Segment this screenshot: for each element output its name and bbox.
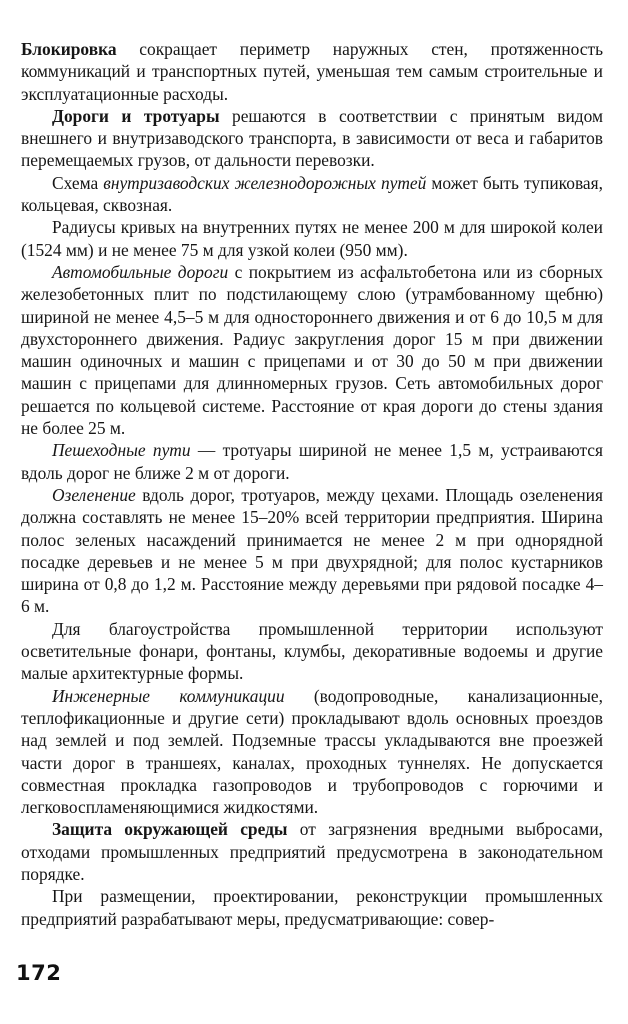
- term-utilities: Инженерные коммуникации: [52, 685, 285, 706]
- paragraph-text: от загрязнения вредными выбросами, отходами промышленных предприятий предусмотрена в законодательном порядке.: [21, 819, 603, 884]
- paragraph-blocking: [21, 38, 603, 105]
- paragraph-text: — тротуары шириной не менее 1,5 м, устраиваются вдоль дорог не ближе 2 м от дороги.: [21, 440, 603, 483]
- paragraph-amenities: [21, 618, 603, 685]
- body-text: [21, 38, 603, 930]
- paragraph-curve-radii: [21, 216, 603, 261]
- paragraph-text: сокращает периметр наружных стен, протяженность коммуникаций и транспортных путей, уменьшая тем самым строительные и эксплуатационные расходы.: [21, 39, 603, 104]
- paragraph-footpaths: [21, 439, 603, 484]
- term-environment: Защита окружающей среды: [52, 819, 288, 840]
- page-number: 172: [16, 961, 62, 985]
- paragraph-utilities: [21, 685, 603, 819]
- paragraph-text: решаются в соответствии с принятым видом внешнего и внутризаводского транспорта, в зависимости от веса и габаритов перемещаемых грузов, от дальности перевозки.: [21, 105, 603, 171]
- paragraph-text: Схема: [52, 172, 104, 193]
- paragraph-text: может быть тупиковая, кольцевая, сквозная.: [21, 172, 603, 216]
- paragraph-roads: [21, 105, 603, 172]
- paragraph-text: При размещении, проектировании, реконструкции промышленных предприятий разрабатывают меры, предусматривающие: совер-: [21, 886, 603, 929]
- paragraph-text: с покрытием из асфальтобетона или из сборных железобетонных плит по подстилающему слою (утрамбованному щебню) шириной не менее 4,5–5 м для одностороннего движения и от 6 до 10,5 м для двухстороннего движения. Радиус закругления дорог 15 м при движении машин одиночных и машин с прицепами и от 30 до 50 м при движении машин с прицепами для длинномерных грузов. Сеть автомобильных дорог решается по кольцевой системе. Расстояние от края дороги до стены здания не более 25 м.: [21, 261, 603, 439]
- paragraph-landscaping: [21, 484, 603, 618]
- paragraph-motor-roads: [21, 261, 603, 439]
- term-landscaping: Озеленение: [52, 484, 136, 505]
- paragraph-measures: [21, 885, 603, 930]
- term-footpaths: Пешеходные пути: [52, 440, 191, 461]
- paragraph-rail-scheme: [21, 172, 603, 217]
- paragraph-environment: [21, 818, 603, 885]
- term-motor-roads: Автомобильные дороги: [52, 261, 229, 282]
- term-rail-tracks: внутризаводских железнодорожных путей: [103, 172, 427, 193]
- term-roads: Дороги и тротуары: [52, 105, 220, 126]
- paragraph-text: Радиусы кривых на внутренних путях не менее 200 м для широкой колеи (1524 мм) и не менее 75 м для узкой колеи (950 мм).: [21, 217, 603, 260]
- paragraph-text: Для благоустройства промышленной территории используют осветительные фонари, фонтаны, клумбы, декоративные водоемы и другие малые архитектурные формы.: [21, 618, 603, 684]
- term-blocking: Блокировка: [21, 39, 117, 59]
- paragraph-text: (водопроводные, канализационные, теплофикационные и другие сети) прокладывают вдоль основных проездов над землей и под землей. Подземные трассы укладываются вне проезжей части дорог в траншеях, каналах, проходных туннелях. Не допускается совместная прокладка газопроводов и трубопроводов с горючими и легковоспламеняющимися жидкостями.: [21, 685, 603, 818]
- paragraph-text: вдоль дорог, тротуаров, между цехами. Площадь озеленения должна составлять не менее 15–20% всей территории предприятия. Ширина полос зеленых насаждений принимается не менее 2 м при однорядной посадке деревьев и не менее 5 м при двухрядной; для полос кустарников ширина от 0,8 до 1,2 м. Расстояние между деревьями при рядовой посадке 4–6 м.: [21, 484, 603, 617]
